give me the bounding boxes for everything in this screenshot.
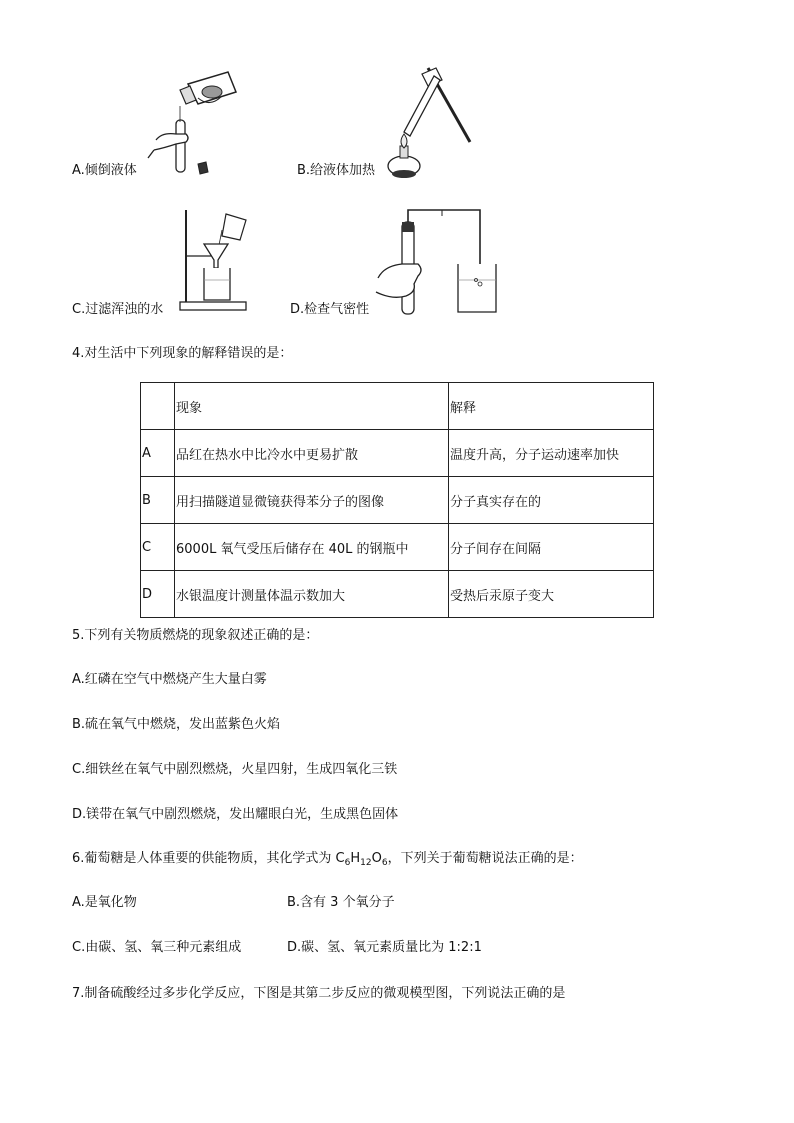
row-explanation: 受热后汞原子变大 bbox=[449, 571, 654, 618]
row-explanation: 分子真实存在的 bbox=[449, 477, 654, 524]
question-7-stem: 7.制备硫酸经过多步化学反应，下图是其第二步反应的微观模型图，下列说法正确的是 bbox=[72, 986, 566, 1001]
question-6-option-d: D.碳、氢、氧元素质量比为 1:2:1 bbox=[287, 940, 482, 955]
formula-subscript: 6 bbox=[344, 858, 351, 868]
stem-text: 6.葡萄糖是人体重要的供能物质，其化学式为 C bbox=[72, 851, 345, 866]
formula-element: O bbox=[371, 851, 382, 866]
stem-text: ，下列关于葡萄糖说法正确的是： bbox=[387, 851, 583, 866]
table-row bbox=[141, 524, 654, 571]
question-4-table bbox=[140, 382, 654, 618]
question-5-option-a: A.红磷在空气中燃烧产生大量白雾 bbox=[72, 672, 267, 687]
question-5-stem: 5.下列有关物质燃烧的现象叙述正确的是： bbox=[72, 628, 319, 643]
airtightness-check-illustration bbox=[372, 204, 504, 318]
row-explanation: 温度升高，分子运动速率加快 bbox=[449, 430, 654, 477]
figure-b-label: B.给液体加热 bbox=[297, 163, 376, 178]
row-phenomenon: 用扫描隧道显微镜获得苯分子的图像 bbox=[175, 477, 449, 524]
pouring-liquid-illustration bbox=[140, 68, 250, 180]
question-5-option-c: C.细铁丝在氧气中剧烈燃烧，火星四射，生成四氧化三铁 bbox=[72, 762, 398, 777]
row-phenomenon: 品红在热水中比冷水中更易扩散 bbox=[175, 430, 449, 477]
header-cell-blank bbox=[141, 383, 175, 430]
row-explanation: 分子间存在间隔 bbox=[449, 524, 654, 571]
question-5-option-b: B.硫在氧气中燃烧，发出蓝紫色火焰 bbox=[72, 717, 281, 732]
heating-liquid-illustration bbox=[382, 62, 478, 184]
table-row bbox=[141, 430, 654, 477]
question-5-option-d: D.镁带在氧气中剧烈燃烧，发出耀眼白光，生成黑色固体 bbox=[72, 807, 399, 822]
header-cell-explanation: 解释 bbox=[449, 383, 654, 430]
formula-subscript: 12 bbox=[360, 858, 372, 868]
figure-c-label: C.过滤浑浊的水 bbox=[72, 302, 164, 317]
row-phenomenon: 6000L 氧气受压后储存在 40L 的钢瓶中 bbox=[175, 524, 449, 571]
table-header-row bbox=[141, 383, 654, 430]
figure-d-label: D.检查气密性 bbox=[290, 302, 370, 317]
question-6-option-a: A.是氧化物 bbox=[72, 895, 137, 910]
formula-element: H bbox=[350, 851, 361, 866]
row-letter: C bbox=[141, 524, 175, 571]
header-cell-phenomenon: 现象 bbox=[175, 383, 449, 430]
question-6-option-b: B.含有 3 个氧分子 bbox=[287, 895, 395, 910]
question-6-stem bbox=[72, 850, 583, 868]
question-4-stem: 4.对生活中下列现象的解释错误的是： bbox=[72, 346, 293, 361]
row-phenomenon: 水银温度计测量体温示数加大 bbox=[175, 571, 449, 618]
table-row bbox=[141, 477, 654, 524]
figure-a-label: A.倾倒液体 bbox=[72, 163, 137, 178]
filtration-illustration bbox=[176, 206, 250, 316]
question-6-option-c: C.由碳、氢、氧三种元素组成 bbox=[72, 940, 242, 955]
row-letter: B bbox=[141, 477, 175, 524]
formula-subscript: 6 bbox=[381, 858, 388, 868]
table-row bbox=[141, 571, 654, 618]
row-letter: A bbox=[141, 430, 175, 477]
row-letter: D bbox=[141, 571, 175, 618]
